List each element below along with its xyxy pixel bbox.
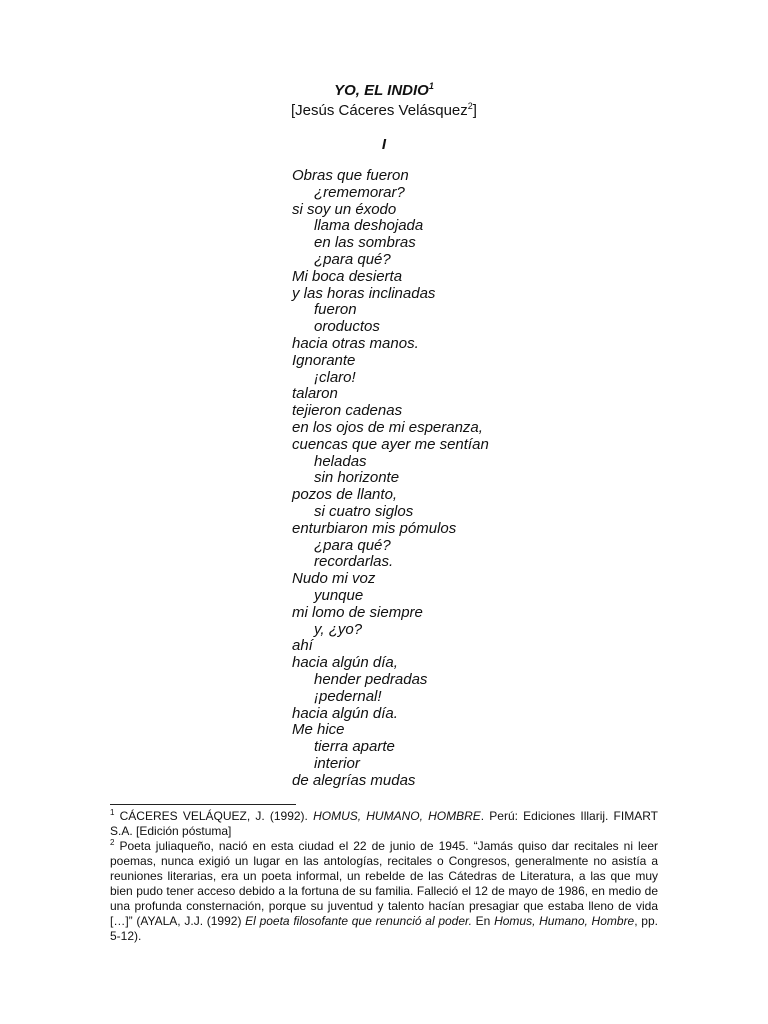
poem-line: y, ¿yo? xyxy=(314,620,363,638)
poem-line: pozos de llanto, xyxy=(292,486,398,504)
footnote-1-lead: CÁCERES VELÁQUEZ, J. (1992). xyxy=(114,809,314,823)
author-name: [Jesús Cáceres Velásquez xyxy=(291,102,468,119)
poem-line: ¡claro! xyxy=(314,368,356,386)
poem-line: ¿para qué? xyxy=(314,250,391,268)
poem-line: ¿para qué? xyxy=(314,536,391,554)
poem-line: sin horizonte xyxy=(314,469,400,487)
poem-line: Obras que fueron xyxy=(292,167,409,184)
poem-line: y las horas inclinadas xyxy=(292,284,436,302)
footnote-2-marker: 2 xyxy=(110,838,115,847)
poem-line: interior xyxy=(314,754,360,772)
poem-title xyxy=(0,80,768,102)
poem-line: hacia algún día, xyxy=(292,654,398,672)
poem-line: mi lomo de siempre xyxy=(292,603,423,621)
poem-line: fueron xyxy=(314,301,357,319)
poem-title-text: YO, EL INDIO xyxy=(334,82,429,99)
poem-line: Me hice xyxy=(292,721,345,739)
poem-line: de alegrías mudas xyxy=(292,771,416,789)
footnote-ref-2[interactable]: 2 xyxy=(467,101,473,111)
poem-line: llama deshojada xyxy=(314,217,424,235)
poem-line: hacia algún día. xyxy=(292,704,398,722)
footnote-1-book-title: HOMUS, HUMANO, HOMBRE xyxy=(313,809,481,823)
poem-line: heladas xyxy=(314,452,367,470)
poem-body xyxy=(292,168,652,789)
poem-line: enturbiaron mis pómulos xyxy=(292,519,457,537)
poem-line: yunque xyxy=(314,586,364,604)
poem-line: ¿rememorar? xyxy=(314,183,405,201)
footnote-1-tail: . Perú: Ediciones Illarij. FIMART S.A. [Edición póstuma] xyxy=(110,809,658,838)
footnote-ref-1[interactable]: 1 xyxy=(428,81,434,91)
poem-line: tierra aparte xyxy=(314,738,395,756)
poem-line: talaron xyxy=(292,385,338,403)
poem-line: tejieron cadenas xyxy=(292,402,403,420)
poem-line: si cuatro siglos xyxy=(314,502,414,520)
section-numeral: I xyxy=(381,136,387,153)
poem-line: recordarlas. xyxy=(314,553,394,571)
footnote-divider xyxy=(110,804,296,805)
poem-line: cuencas que ayer me sentían xyxy=(292,435,489,453)
poem-line: Mi boca desierta xyxy=(292,267,403,285)
poem-line: si soy un éxodo xyxy=(292,200,397,218)
footnote-2-mid: En xyxy=(471,914,495,928)
poem-line: ¡pedernal! xyxy=(314,687,382,705)
footnote-1-marker: 1 xyxy=(110,808,115,817)
poem-line: en las sombras xyxy=(314,234,416,252)
footnote-2 xyxy=(110,839,658,944)
author-close-bracket: ] xyxy=(472,102,477,119)
author-line xyxy=(0,100,768,122)
footnote-1 xyxy=(110,809,658,839)
poem-line: hender pedradas xyxy=(314,670,428,688)
footnote-2-book-title: Homus, Humano, Hombre xyxy=(494,914,635,928)
poem-line: hacia otras manos. xyxy=(292,334,419,352)
poem-line: oroductos xyxy=(314,318,380,336)
poem-line: Ignorante xyxy=(292,351,356,369)
footnote-2-article-title: El poeta filosofante que renunció al poder. xyxy=(245,914,472,928)
footnote-2-lead: Poeta juliaqueño, nació en esta ciudad el 22 de junio de 1945. “Jamás quiso dar recitales ni leer poemas, nunca exigió un lugar en las antologías, recitales o Congresos, generalmente no asistía a reuniones literarias, era un poeta informal, un rebelde de las Cátedras de Literatura, a las que muy bien pudo tener acceso debido a la fortuna de su familia. Falleció el 12 de mayo de 1986, en medio de una profunda consternación, porque su juventud y talento hacían presagiar que estaba lleno de vida […]” (AYALA, J.J. (1992) xyxy=(110,839,658,928)
poem-line: en los ojos de mi esperanza, xyxy=(292,418,483,436)
footnotes xyxy=(110,809,658,944)
poem-line: Nudo mi voz xyxy=(292,570,376,588)
poem-line: ahí xyxy=(292,637,313,655)
footnote-2-tail: , pp. 5-12). xyxy=(110,914,658,943)
